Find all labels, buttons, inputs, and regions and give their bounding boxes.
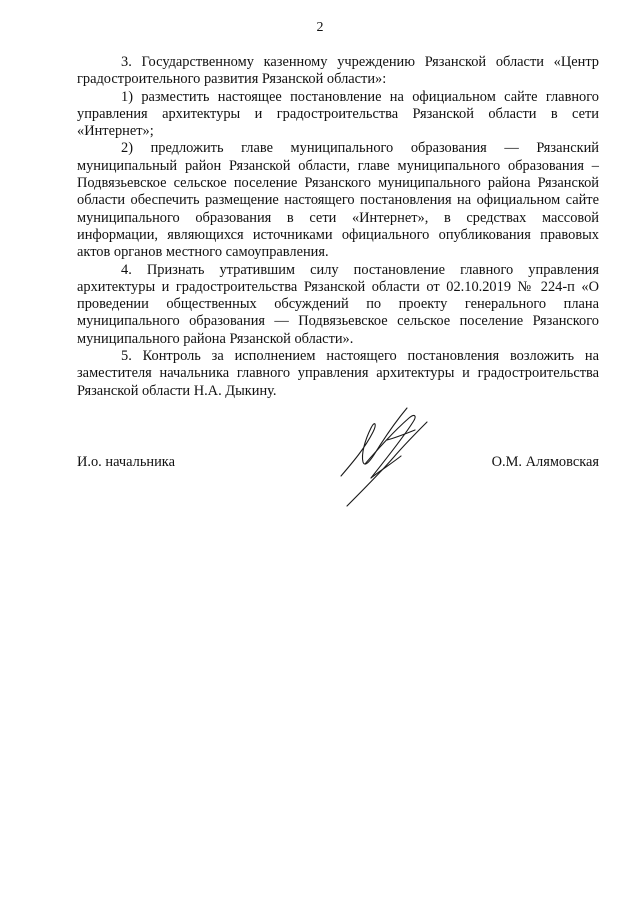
document-body	[77, 54, 599, 400]
handwritten-signature	[335, 404, 445, 512]
signature-block	[77, 404, 599, 514]
paragraph-3-2: 2) предложить главе муниципального образования — Рязанский муниципальный район Рязанской области, главе муниципального образования – Подвязьевское сельское поселение Рязанского муниципального района Рязанской области обеспечить размещение настоящего постановления на официальном сайте муниципального образования в сети «Интернет», в средствах массовой информации, являющихся источниками официального опубликования правовых актов органов местного самоуправления.	[77, 140, 599, 261]
paragraph-3-1: 1) разместить настоящее постановление на официальном сайте главного управления архитектуры и градостроительства Рязанской области в сети «Интернет»;	[77, 88, 599, 140]
signer-name: О.М. Алямовская	[491, 454, 599, 470]
paragraph-3: 3. Государственному казенному учреждению Рязанской области «Центр градостроительного развития Рязанской области»:	[77, 54, 599, 88]
page-number: 2	[316, 20, 324, 35]
paragraph-5: 5. Контроль за исполнением настоящего постановления возложить на заместителя начальника главного управления архитектуры и градостроительства Рязанской области Н.А. Дыкину.	[77, 348, 599, 399]
signer-title: И.о. начальника	[77, 454, 175, 470]
paragraph-4: 4. Признать утратившим силу постановление главного управления архитектуры и градостроительства Рязанской области от 02.10.2019 № 224-п «О проведении общественных обсуждений по проекту генерального плана муниципального образования — Подвязьевское сельское поселение Рязанского муниципального района Рязанской области».	[77, 261, 599, 347]
